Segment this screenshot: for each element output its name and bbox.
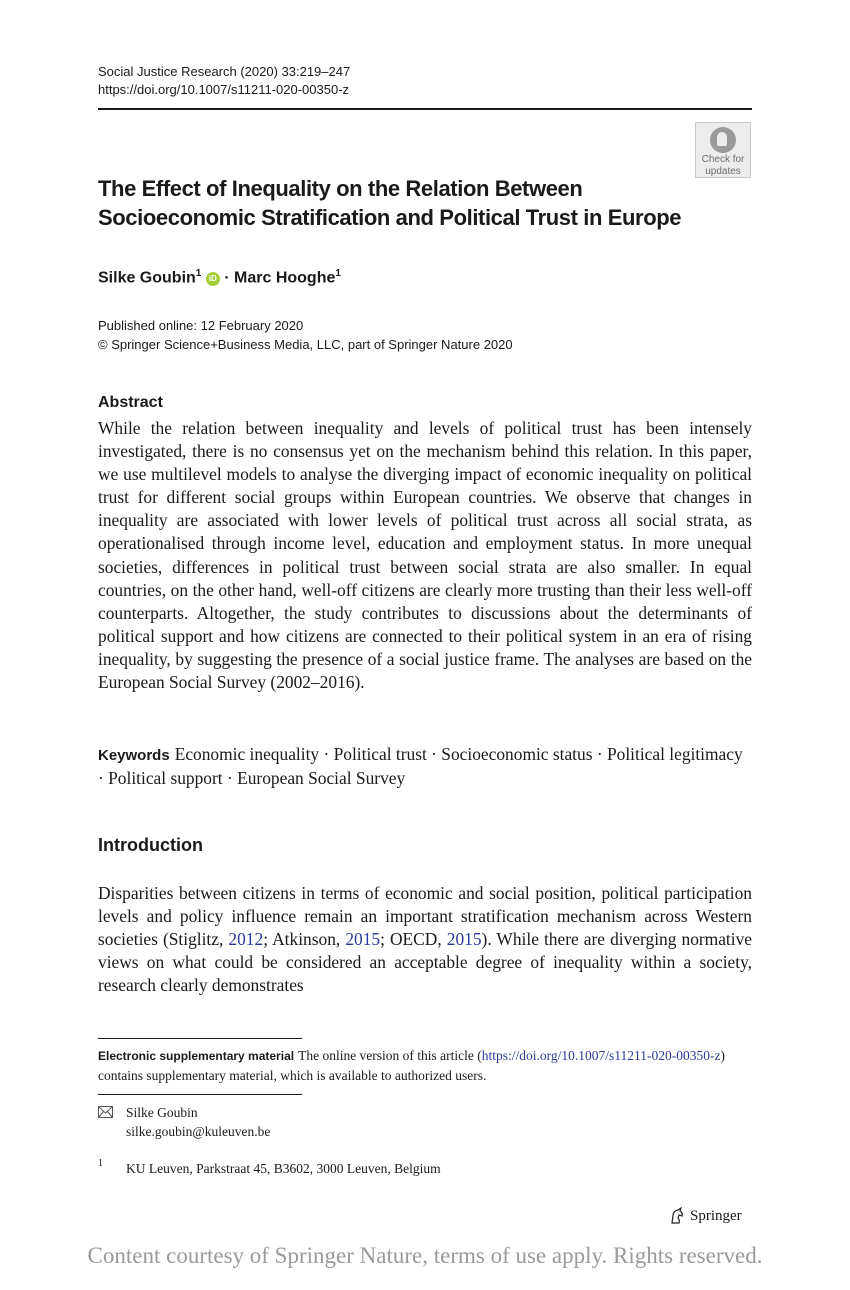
citation-link[interactable]: 2012	[228, 929, 264, 950]
keywords-text: Economic inequality · Political trust · Socioeconomic status · Political legitimacy · Political support · European Social Survey	[98, 744, 743, 789]
intro-text: ). While there are diverging normative views on what could be considered an acceptable degree of inequality within a society, research clearly demonstrates	[98, 929, 752, 996]
springer-horse-icon	[668, 1207, 686, 1225]
envelope-icon	[98, 1106, 113, 1118]
introduction-paragraph	[98, 882, 752, 997]
check-line1: Check for	[701, 154, 745, 165]
esm-text: ) contains supplementary material, which is available to authorized users.	[98, 1048, 726, 1083]
author-name[interactable]: Marc Hooghe	[234, 269, 336, 287]
supplementary-note	[98, 1046, 752, 1085]
journal-header	[98, 63, 350, 99]
copyright-line: © Springer Science+Business Media, LLC, part of Springer Nature 2020	[98, 337, 513, 352]
intro-text: ; Atkinson,	[263, 929, 346, 950]
abstract-heading: Abstract	[98, 394, 163, 411]
corresponding-name: Silke Goubin	[126, 1105, 198, 1120]
esm-label: Electronic supplementary material	[98, 1049, 295, 1063]
journal-citation: Social Justice Research (2020) 33:219–247	[98, 64, 351, 79]
author-separator: ·	[219, 269, 235, 287]
affiliation-text: KU Leuven, Parkstraat 45, B3602, 3000 Leuven, Belgium	[126, 1161, 441, 1176]
publication-info	[98, 316, 513, 354]
affiliation-marker: 1	[195, 268, 202, 279]
springer-logo	[668, 1207, 742, 1225]
esm-doi-link[interactable]: https://doi.org/10.1007/s11211-020-00350-z	[481, 1048, 721, 1063]
author-name[interactable]: Silke Goubin	[98, 269, 196, 287]
check-line2: updates	[705, 166, 741, 177]
affiliation-marker: 1	[335, 268, 341, 279]
corresponding-email[interactable]: silke.goubin@kuleuven.be	[126, 1124, 271, 1139]
title-line-1: The Effect of Inequality on the Relation Between	[98, 176, 583, 201]
esm-text: The online version of this article (	[298, 1048, 482, 1063]
journal-doi[interactable]: https://doi.org/10.1007/s11211-020-00350-z	[98, 82, 350, 97]
published-date: Published online: 12 February 2020	[98, 318, 304, 333]
header-rule	[98, 108, 752, 110]
bookmark-icon	[710, 127, 736, 153]
orcid-icon[interactable]: iD	[206, 272, 220, 286]
corresponding-author	[126, 1103, 270, 1141]
citation-link[interactable]: 2015	[446, 929, 482, 950]
affiliation-number: 1	[98, 1158, 103, 1169]
keywords	[98, 743, 752, 790]
footnote-rule	[98, 1038, 302, 1039]
citation-link[interactable]: 2015	[345, 929, 381, 950]
springer-wordmark: Springer	[690, 1207, 742, 1224]
author-list	[98, 263, 341, 289]
footnote-rule	[98, 1094, 302, 1095]
abstract-text: While the relation between inequality and levels of political trust has been intensely investigated, there is no consensus yet on the mechanism behind this relation. In this paper, we use multilevel models to analyse the diverging impact of economic inequality on political trust for different social groups within European countries. We observe that changes in inequality are associated with lower levels of political trust across all social strata, as operationalised through income level, education and employment status. In more unequal societies, differences in political trust between social strata are also smaller. In equal countries, on the other hand, well-off citizens are clearly more trusting than their less well-off counterparts. Altogether, the study contributes to discussions about the determinants of political support and how citizens are connected to their political system in an era of rising inequality, by suggesting the presence of a social justice frame. The analyses are based on the European Social Survey (2002–2016).	[98, 418, 752, 693]
courtesy-watermark: Content courtesy of Springer Nature, terms of use apply. Rights reserved.	[87, 1243, 763, 1268]
article-title	[98, 174, 718, 232]
introduction-heading: Introduction	[98, 835, 203, 855]
intro-text: ; OECD,	[380, 929, 447, 950]
check-for-updates-badge[interactable]	[695, 122, 751, 178]
title-line-2: Socioeconomic Stratification and Political Trust in Europe	[98, 205, 682, 230]
keywords-label: Keywords	[98, 747, 170, 764]
intro-text: Disparities between citizens in terms of economic and social position, political participation levels and policy influence remain an important stratification mechanism across Western societies (Stiglitz,	[98, 883, 752, 950]
